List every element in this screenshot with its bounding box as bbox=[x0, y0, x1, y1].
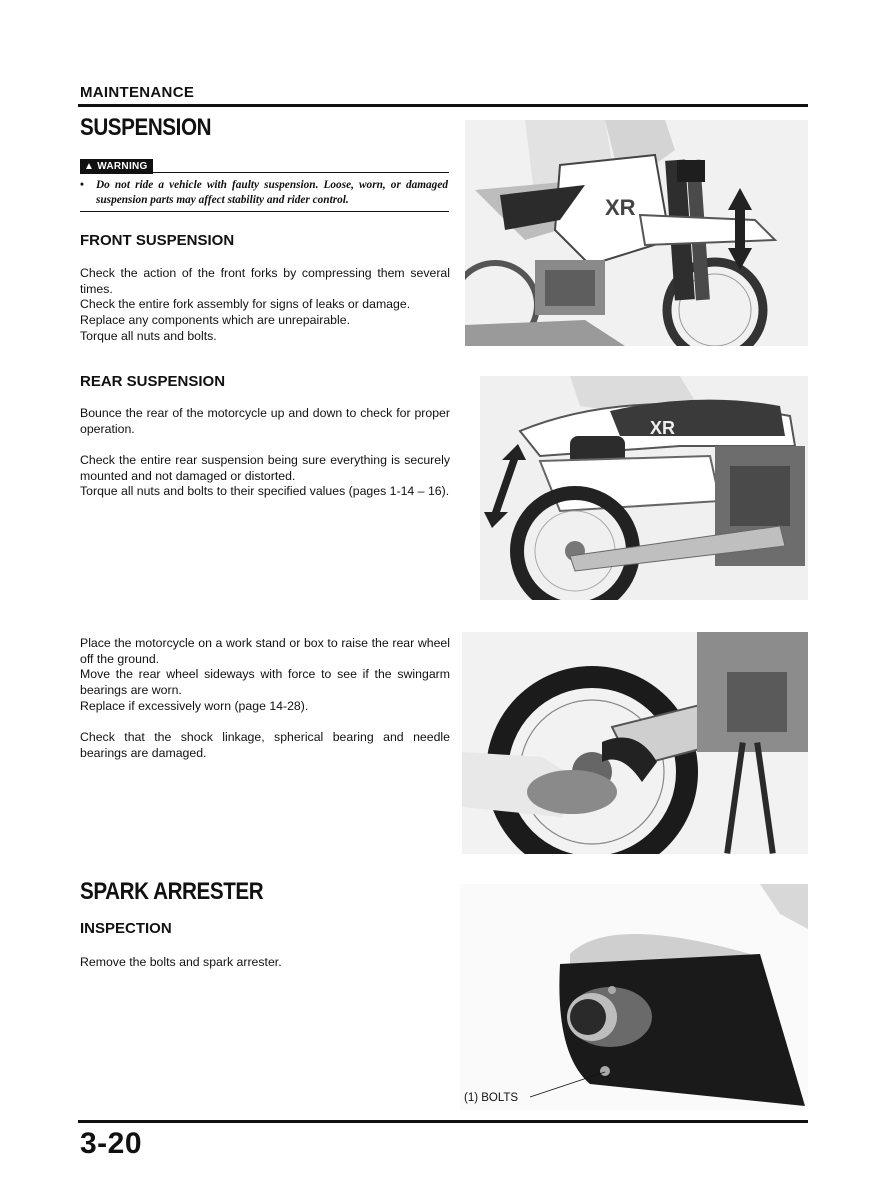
front-suspension-photo bbox=[465, 120, 808, 346]
bolts-callout: (1) BOLTS bbox=[464, 1092, 519, 1104]
warning-bullet: • bbox=[80, 179, 84, 191]
section-title-suspension: SUSPENSION bbox=[80, 114, 212, 141]
rear-suspension-body bbox=[80, 406, 450, 500]
warning-rule-bottom bbox=[80, 211, 449, 212]
warning-badge-label: WARNING bbox=[97, 161, 148, 172]
header-rule bbox=[78, 104, 808, 107]
swing-para-2: Move the rear wheel sideways with force to see if the swingarm bearings are worn. bbox=[80, 667, 450, 698]
swingarm-check-body bbox=[80, 636, 450, 761]
page-number: 3-20 bbox=[80, 1127, 143, 1160]
swing-para-4: Check that the shock linkage, spherical bearing and needle bearings are damaged. bbox=[80, 730, 450, 760]
swing-para-3: Replace if excessively worn (page 14-28). bbox=[80, 698, 309, 713]
rear-suspension-heading: REAR SUSPENSION bbox=[80, 373, 226, 390]
section-title-spark-arrester: SPARK ARRESTER bbox=[80, 878, 264, 905]
warning-rule-top bbox=[80, 172, 449, 173]
spark-arrester-photo bbox=[460, 884, 808, 1110]
inspection-heading: INSPECTION bbox=[80, 920, 172, 937]
footer-rule bbox=[78, 1120, 808, 1123]
swingarm-bearing-photo bbox=[462, 632, 808, 854]
front-suspension-heading: FRONT SUSPENSION bbox=[80, 232, 235, 249]
rear-para-1: Bounce the rear of the motorcycle up and down to check for proper operation. bbox=[80, 406, 450, 436]
warning-text: Do not ride a vehicle with faulty suspension. Loose, worn, or damaged suspension parts may affect stability and rider control. bbox=[96, 179, 448, 206]
rear-para-2: Check the entire rear suspension being sure everything is securely mounted and not damaged or distorted. bbox=[80, 452, 450, 483]
front-line-4: Torque all nuts and bolts. bbox=[80, 328, 217, 343]
spark-para-1: Remove the bolts and spark arrester. bbox=[80, 955, 282, 969]
front-suspension-body bbox=[80, 266, 450, 345]
front-fender-logo: XR bbox=[605, 195, 636, 220]
section-header: MAINTENANCE bbox=[80, 84, 195, 101]
front-line-2: Check the entire fork assembly for signs of leaks or damage. bbox=[80, 297, 411, 312]
spark-arrester-body bbox=[80, 955, 450, 971]
warning-notice bbox=[80, 178, 448, 208]
rear-fender-logo: XR bbox=[650, 418, 676, 438]
front-line-1: Check the action of the front forks by compressing them several times. bbox=[80, 266, 450, 296]
front-line-3: Replace any components which are unrepairable. bbox=[80, 313, 351, 328]
rear-para-3: Torque all nuts and bolts to their specified values (pages 1-14 – 16). bbox=[80, 484, 450, 499]
swing-para-1: Place the motorcycle on a work stand or box to raise the rear wheel off the ground. bbox=[80, 636, 450, 666]
rear-suspension-photo bbox=[480, 376, 808, 600]
warning-triangle-icon: ▲ bbox=[84, 161, 95, 172]
